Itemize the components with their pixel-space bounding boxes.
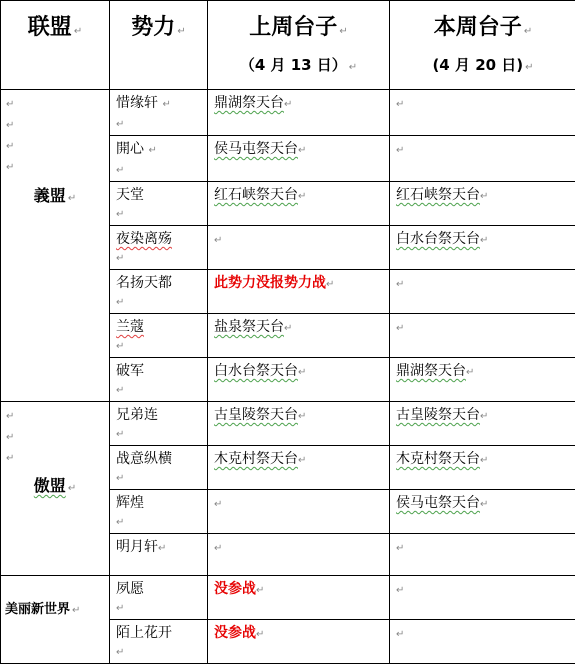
this-week-venue: 鼎湖祭天台	[396, 363, 466, 379]
para-mark: ↵	[339, 26, 347, 37]
faction-name: 開心	[116, 141, 144, 157]
header-this-week-label: 本周台子	[434, 15, 522, 40]
last-week-venue: 没参战	[214, 581, 256, 597]
last-week-venue: 鼎湖祭天台	[214, 95, 284, 111]
alliance-name-aomeng: 傲盟	[34, 476, 66, 495]
alliance-cell-yimeng: ↵ ↵ ↵ ↵ 義盟 ↵	[1, 90, 110, 402]
table-row: 美丽新世界 ↵ 夙愿 ↵ 没参战↵ ↵	[1, 576, 575, 620]
faction-name: 兰蔻	[116, 319, 144, 335]
this-week-venue: 木克村祭天台	[396, 451, 480, 467]
header-alliance-label: 联盟	[28, 15, 72, 40]
faction-name: 战意纵横	[116, 451, 172, 467]
header-last-week-label: 上周台子	[249, 15, 337, 40]
header-row	[1, 1, 575, 90]
faction-name: 破军	[116, 363, 144, 379]
para-mark: ↵	[177, 26, 185, 37]
faction-name: 明月轩	[116, 539, 158, 555]
last-week-venue: 白水台祭天台	[214, 363, 298, 379]
para-mark: ↵	[349, 62, 357, 73]
faction-name: 名扬天都	[116, 275, 172, 291]
header-this-week-date: (4 月 20 日)	[432, 56, 523, 74]
para-mark: ↵	[525, 62, 533, 73]
table-row: 战意纵横 ↵ 木克村祭天台↵ 木克村祭天台↵	[1, 446, 575, 490]
faction-name: 夜染离殇	[116, 231, 172, 247]
table-row: 名扬天都 ↵ 此势力没报势力战↵ ↵	[1, 270, 575, 314]
this-week-venue: 白水台祭天台	[396, 231, 480, 247]
para-mark: ↵	[524, 26, 532, 37]
alliance-name-yimeng: 義盟	[34, 186, 66, 205]
alliance-cell-aomeng: ↵ ↵ ↵ 傲盟 ↵	[1, 402, 110, 576]
alliance-name-meili: 美丽新世界	[5, 602, 70, 617]
header-last-week	[208, 1, 390, 90]
header-last-week-date: （4 月 13 日）	[240, 56, 347, 74]
table-row: ↵ ↵ ↵ 傲盟 ↵ 兄弟连 ↵ 古皇陵祭天台↵ 古皇陵祭天台↵	[1, 402, 575, 446]
faction-name: 天堂	[116, 187, 144, 203]
header-this-week	[390, 1, 575, 90]
last-week-venue: 侯马屯祭天台	[214, 141, 298, 157]
faction-name: 陌上花开	[116, 625, 172, 641]
alliance-cell-meili: 美丽新世界 ↵	[1, 576, 110, 664]
header-alliance	[1, 1, 110, 90]
table-row: 開心 ↵ ↵ 侯马屯祭天台↵ ↵	[1, 136, 575, 182]
this-week-venue: 红石峡祭天台	[396, 187, 480, 203]
faction-name: 惜缘轩	[116, 95, 158, 111]
header-faction	[110, 1, 208, 90]
faction-name: 辉煌	[116, 495, 144, 511]
header-faction-label: 势力	[131, 15, 175, 40]
last-week-venue: 红石峡祭天台	[214, 187, 298, 203]
this-week-venue: 侯马屯祭天台	[396, 495, 480, 511]
last-week-venue: 盐泉祭天台	[214, 319, 284, 335]
this-week-venue: 古皇陵祭天台	[396, 407, 480, 423]
last-week-venue: 没参战	[214, 625, 256, 641]
para-mark: ↵	[74, 26, 82, 37]
table-row: 兰蔻 ↵ 盐泉祭天台↵ ↵	[1, 314, 575, 358]
table-row: 破军 ↵ 白水台祭天台↵ 鼎湖祭天台↵	[1, 358, 575, 402]
last-week-venue: 木克村祭天台	[214, 451, 298, 467]
last-week-venue: 此势力没报势力战	[214, 275, 326, 291]
para-marks: ↵ ↵ ↵ ↵	[6, 94, 14, 178]
table-row: 天堂 ↵ 红石峡祭天台↵ 红石峡祭天台↵	[1, 182, 575, 226]
table-row: 明月轩↵ ↵ ↵	[1, 534, 575, 576]
faction-name: 兄弟连	[116, 407, 158, 423]
table-row: ↵ ↵ ↵ ↵ 義盟 ↵ 惜缘轩 ↵ ↵ 鼎湖祭天台↵ ↵	[1, 90, 575, 136]
last-week-venue: 古皇陵祭天台	[214, 407, 298, 423]
faction-name: 夙愿	[116, 581, 144, 597]
table-row: 夜染离殇 ↵ ↵ 白水台祭天台↵	[1, 226, 575, 270]
table-row: 陌上花开 ↵ 没参战↵ ↵	[1, 620, 575, 664]
para-marks: ↵ ↵ ↵	[6, 406, 14, 469]
table-row: 辉煌 ↵ ↵ 侯马屯祭天台↵	[1, 490, 575, 534]
